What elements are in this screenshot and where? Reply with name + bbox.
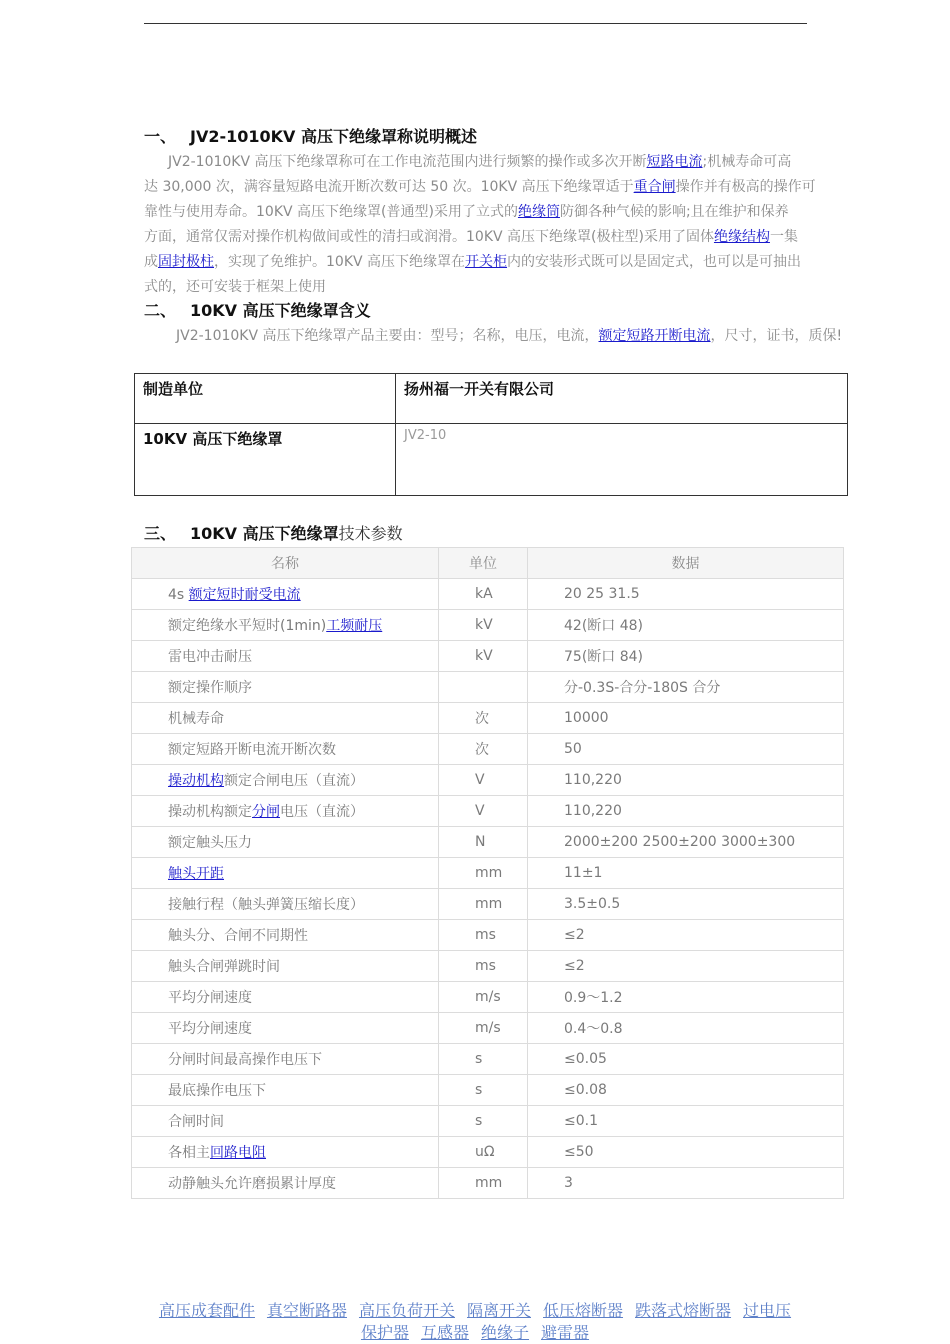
table-row bbox=[132, 672, 844, 703]
section1-line-5: 成固封极柱，实现了免维护。10KV 高压下绝缘罩在开关柜内的安装形式既可以是固定式，也可以是可抽出 bbox=[144, 254, 802, 270]
param-value: ≤0.05 bbox=[528, 1044, 844, 1075]
param-name: 各相主回路电阻 bbox=[132, 1137, 439, 1168]
link-insulating-tube[interactable]: 绝缘筒 bbox=[517, 204, 560, 220]
link-reclosing[interactable]: 重合闸 bbox=[633, 179, 676, 195]
param-name: 分闸时间最高操作电压下 bbox=[132, 1044, 439, 1075]
param-name: 平均分闸速度 bbox=[132, 1013, 439, 1044]
footer-link[interactable]: 高压成套配件 bbox=[158, 1301, 255, 1320]
table-row bbox=[132, 1168, 844, 1199]
param-value: 20 25 31.5 bbox=[528, 579, 844, 610]
section1-body bbox=[144, 150, 816, 300]
param-value: 75(断口 84) bbox=[528, 641, 844, 672]
param-link[interactable]: 分闸 bbox=[252, 804, 280, 820]
footer-link[interactable]: 保护器 bbox=[360, 1323, 409, 1342]
param-unit: V bbox=[439, 796, 528, 827]
table-row bbox=[132, 703, 844, 734]
table-row bbox=[132, 734, 844, 765]
param-unit: kV bbox=[439, 641, 528, 672]
param-value: ≤0.08 bbox=[528, 1075, 844, 1106]
table-row bbox=[132, 610, 844, 641]
param-name: 操动机构额定合闸电压（直流） bbox=[132, 765, 439, 796]
footer-links bbox=[0, 1300, 950, 1344]
param-link[interactable]: 回路电阻 bbox=[210, 1145, 266, 1161]
table-row bbox=[132, 1137, 844, 1168]
param-value: 110,220 bbox=[528, 765, 844, 796]
param-name: 动静触头允许磨损累计厚度 bbox=[132, 1168, 439, 1199]
param-unit: V bbox=[439, 765, 528, 796]
footer-link[interactable]: 避雷器 bbox=[541, 1323, 590, 1342]
header-data: 数据 bbox=[528, 548, 844, 579]
section1-line-6: 式的，还可安装于框架上使用 bbox=[144, 279, 326, 295]
section1-line-1: JV2-1010KV 高压下绝缘罩称可在工作电流范围内进行频繁的操作或多次开断短路电流;机械寿命可高 bbox=[168, 154, 792, 170]
header-unit: 单位 bbox=[439, 548, 528, 579]
link-insulation-structure[interactable]: 绝缘结构 bbox=[713, 229, 770, 245]
param-name: 接触行程（触头弹簧压缩长度） bbox=[132, 889, 439, 920]
param-unit: m/s bbox=[439, 982, 528, 1013]
manufacturer-table bbox=[134, 373, 848, 496]
footer-link[interactable]: 高压负荷开关 bbox=[358, 1301, 455, 1320]
param-unit: mm bbox=[439, 1168, 528, 1199]
param-link[interactable]: 触头开距 bbox=[168, 866, 224, 882]
maker-value: 扬州福一开关有限公司 bbox=[396, 374, 848, 424]
table-row bbox=[132, 920, 844, 951]
param-name: 触头合闸弹跳时间 bbox=[132, 951, 439, 982]
section2-title: 10KV 高压下绝缘罩含义 bbox=[190, 301, 371, 320]
param-value: ≤2 bbox=[528, 920, 844, 951]
section1-number: 一、 bbox=[144, 127, 177, 146]
section1-heading bbox=[144, 127, 477, 147]
header-name: 名称 bbox=[132, 548, 439, 579]
param-unit: ms bbox=[439, 920, 528, 951]
technical-parameters-table bbox=[131, 547, 844, 1199]
param-name: 额定触头压力 bbox=[132, 827, 439, 858]
footer-link[interactable]: 过电压 bbox=[743, 1301, 792, 1320]
section2-body: JV2-1010KV 高压下绝缘罩产品主要由：型号；名称，电压，电流，额定短路开断电流，尺寸，证书，质保! bbox=[176, 328, 843, 344]
footer-link[interactable]: 真空断路器 bbox=[266, 1301, 347, 1320]
param-name: 额定短路开断电流开断次数 bbox=[132, 734, 439, 765]
product-model: JV2-10 bbox=[396, 424, 848, 496]
param-value: ≤0.1 bbox=[528, 1106, 844, 1137]
param-name bbox=[132, 858, 439, 889]
param-value: ≤50 bbox=[528, 1137, 844, 1168]
param-value: 110,220 bbox=[528, 796, 844, 827]
param-link[interactable]: 额定短时耐受电流 bbox=[188, 587, 301, 603]
maker-label: 制造单位 bbox=[135, 374, 396, 424]
param-unit: N bbox=[439, 827, 528, 858]
table-row bbox=[132, 1106, 844, 1137]
param-value: 10000 bbox=[528, 703, 844, 734]
param-value: 50 bbox=[528, 734, 844, 765]
link-rated-breaking-current[interactable]: 额定短路开断电流 bbox=[598, 328, 711, 344]
param-value: 3.5±0.5 bbox=[528, 889, 844, 920]
param-name: 最底操作电压下 bbox=[132, 1075, 439, 1106]
param-value: ≤2 bbox=[528, 951, 844, 982]
section1-line-2: 达 30,000 次，满容量短路电流开断次数可达 50 次。10KV 高压下绝缘罩适于重合闸操作并有极高的操作可 bbox=[144, 179, 816, 195]
param-name: 4s 额定短时耐受电流 bbox=[132, 579, 439, 610]
link-embedded-pole[interactable]: 固封极柱 bbox=[158, 254, 214, 270]
param-name: 额定操作顺序 bbox=[132, 672, 439, 703]
table-header-row bbox=[132, 548, 844, 579]
section1-title: JV2-1010KV 高压下绝缘罩称说明概述 bbox=[190, 127, 477, 146]
table-row bbox=[132, 1013, 844, 1044]
section3-title: 10KV 高压下绝缘罩 bbox=[190, 524, 339, 543]
table-row bbox=[135, 424, 848, 496]
param-link[interactable]: 操动机构 bbox=[168, 773, 224, 789]
param-name: 平均分闸速度 bbox=[132, 982, 439, 1013]
param-unit: s bbox=[439, 1044, 528, 1075]
section3-number: 三、 bbox=[144, 524, 177, 543]
param-value: 42(断口 48) bbox=[528, 610, 844, 641]
param-unit: s bbox=[439, 1075, 528, 1106]
table-row bbox=[132, 641, 844, 672]
section3-title-suffix: 技术参数 bbox=[338, 524, 403, 543]
param-value: 2000±200 2500±200 3000±300 bbox=[528, 827, 844, 858]
param-unit: kV bbox=[439, 610, 528, 641]
link-switchgear[interactable]: 开关柜 bbox=[465, 254, 508, 270]
param-name: 合闸时间 bbox=[132, 1106, 439, 1137]
section2-number: 二、 bbox=[144, 301, 177, 320]
table-row bbox=[132, 1075, 844, 1106]
param-unit: 次 bbox=[439, 703, 528, 734]
param-unit: uΩ bbox=[439, 1137, 528, 1168]
header-rule bbox=[144, 23, 807, 24]
table-row bbox=[135, 374, 848, 424]
param-value: 0.4～0.8 bbox=[528, 1013, 844, 1044]
section3-heading bbox=[144, 524, 403, 544]
section1-line-3: 靠性与使用寿命。10KV 高压下绝缘罩(普通型)采用了立式的绝缘筒防御各种气候的影响;且在维护和保养 bbox=[144, 204, 789, 220]
param-unit: kA bbox=[439, 579, 528, 610]
footer-link[interactable]: 绝缘子 bbox=[481, 1323, 530, 1342]
table-row bbox=[132, 858, 844, 889]
table-row bbox=[132, 982, 844, 1013]
table-row bbox=[132, 765, 844, 796]
footer-link[interactable]: 互感器 bbox=[420, 1323, 469, 1342]
param-unit: mm bbox=[439, 889, 528, 920]
param-name: 机械寿命 bbox=[132, 703, 439, 734]
param-unit: 次 bbox=[439, 734, 528, 765]
param-value: 分-0.3S-合分-180S 合分 bbox=[528, 672, 844, 703]
product-label: 10KV 高压下绝缘罩 bbox=[135, 424, 396, 496]
footer-link[interactable]: 低压熔断器 bbox=[543, 1301, 624, 1320]
param-name: 操动机构额定分闸电压（直流） bbox=[132, 796, 439, 827]
param-unit bbox=[439, 672, 528, 703]
footer-link[interactable]: 跌落式熔断器 bbox=[635, 1301, 732, 1320]
param-link[interactable]: 工频耐压 bbox=[326, 618, 383, 634]
section2-heading bbox=[144, 301, 371, 321]
param-name: 额定绝缘水平短时(1min)工频耐压 bbox=[132, 610, 439, 641]
table-row bbox=[132, 889, 844, 920]
param-unit: ms bbox=[439, 951, 528, 982]
param-value: 0.9～1.2 bbox=[528, 982, 844, 1013]
param-unit: m/s bbox=[439, 1013, 528, 1044]
table-row bbox=[132, 827, 844, 858]
param-unit: s bbox=[439, 1106, 528, 1137]
footer-link[interactable]: 隔离开关 bbox=[466, 1301, 531, 1320]
table-row bbox=[132, 951, 844, 982]
param-value: 11±1 bbox=[528, 858, 844, 889]
table-row bbox=[132, 796, 844, 827]
footer-line-1 bbox=[0, 1300, 950, 1322]
table-row bbox=[132, 1044, 844, 1075]
footer-line-2 bbox=[0, 1322, 950, 1344]
param-value: 3 bbox=[528, 1168, 844, 1199]
link-short-circuit-current[interactable]: 短路电流 bbox=[646, 154, 703, 170]
param-name: 触头分、合闸不同期性 bbox=[132, 920, 439, 951]
param-name: 雷电冲击耐压 bbox=[132, 641, 439, 672]
table-row bbox=[132, 579, 844, 610]
param-unit: mm bbox=[439, 858, 528, 889]
section1-line-4: 方面，通常仅需对操作机构做间或性的清扫或润滑。10KV 高压下绝缘罩(极柱型)采用了固体绝缘结构一集 bbox=[144, 229, 798, 245]
